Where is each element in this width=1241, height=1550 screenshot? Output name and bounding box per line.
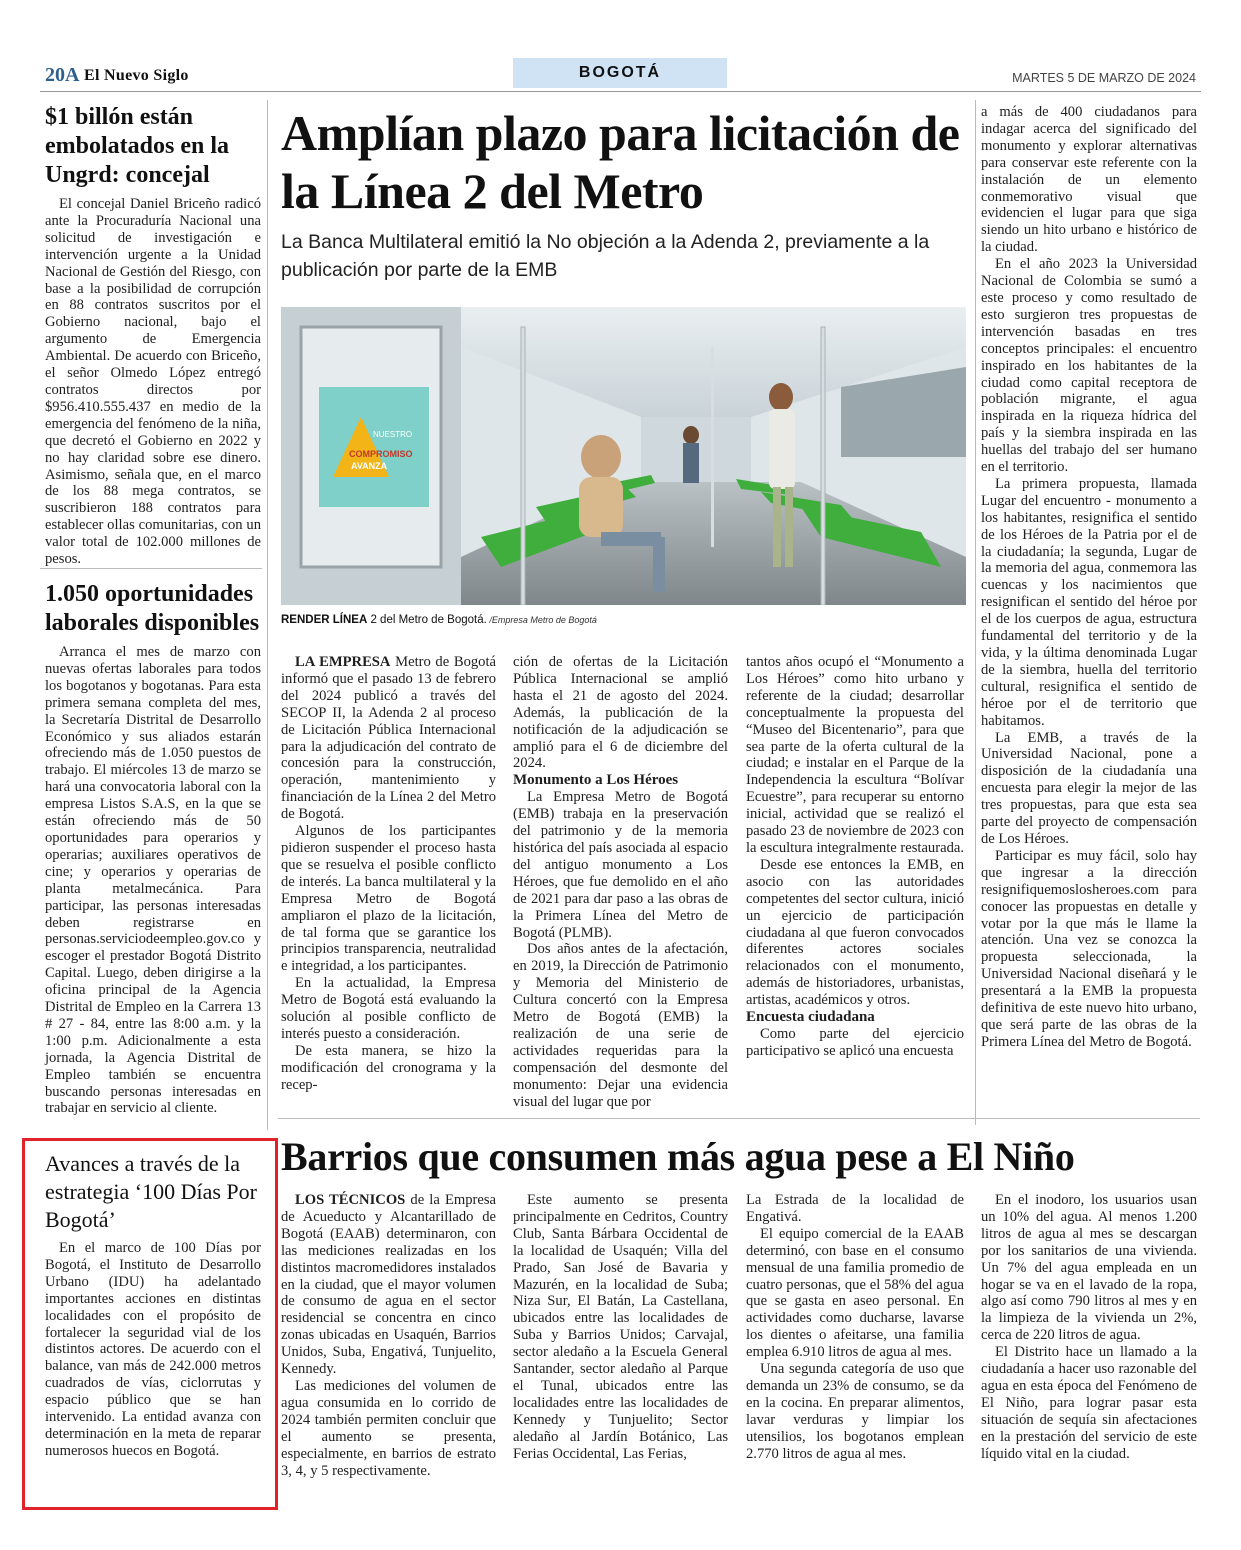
sidebar-divider bbox=[40, 568, 262, 569]
newspaper-logo: El Nuevo Siglo bbox=[84, 67, 189, 84]
water-column-2 bbox=[513, 1192, 728, 1463]
page-number: 20A bbox=[45, 64, 80, 86]
paragraph: Una segunda categoría de uso que demanda un 23% de consumo, se da en la cocina. En preparar alimentos, lavar verduras y limpiar los utensilios, los bogotanos emplean 2.770 litros de agua al mes. bbox=[746, 1361, 964, 1462]
paragraph: ción de ofertas de la Licitación Pública Internacional se amplió hasta el 21 de agosto del 2024. Además, la publicación de la notificación de la adjudicación se amplió para el 6 de diciembre del 2024. bbox=[513, 654, 728, 772]
paragraph: Participar es muy fácil, solo hay que ingresar a la dirección resignifiquemoslosheroes.com para conocer las propuestas en detalle y votar por la que más le llame la atención. Una vez se conozca la propuesta seleccionada, la Universidad Nacional diseñará y le presentará a la EMB la propuesta definitiva de este nuevo hito urbano, que será parte de las obras de la Primera Línea del Metro de Bogotá. bbox=[981, 847, 1197, 1050]
lead-in: LOS TÉCNICOS bbox=[295, 1192, 406, 1208]
sidebar-headline: 1.050 oportunidades laborales disponibles bbox=[45, 581, 260, 636]
main-column-4 bbox=[981, 104, 1197, 1051]
paragraph: El equipo comercial de la EAAB determinó, con base en el consumo mensual de una familia promedio de cuatro personas, que el 58% del agua que se gasta en aseo personal. En actividades como ducharse, lavarse los dientes o afeitarse, una familia emplea 6.910 litros de agua al mes. bbox=[746, 1225, 964, 1361]
paragraph: Este aumento se presenta principalmente en Cedritos, Country Club, Santa Bárbara Occidental de la localidad de Usaquén; Villa del Prado, San José de Bavaria y Mazurén, en la localidad de Suba; Niza Sur, El Batán, La Castellana, ubicados entre las localidades de Suba y Barrios Unidos; Carvajal, sector aledaño a la Escuela General Santander, sector aledaño al Parque el Tunal, ubicados entre las localidades entre las localidades de Kennedy y Tunjuelito; Sector aledaño al Jardín Botánico, Las Ferias Occidental, Las Ferias, bbox=[513, 1192, 728, 1462]
main-article-header bbox=[281, 104, 971, 284]
paragraph: Dos años antes de la afectación, en 2019, la Dirección de Patrimonio y Memoria del Ministerio de Cultura concertó con la Empresa Metro de Bogotá (EMB) la realización de una serie de actividades requeridas para la compensación del desmonte del monumento: Dejar una evidencia visual del lugar que por bbox=[513, 941, 728, 1110]
header-rule bbox=[40, 91, 1201, 92]
sidebar-headline: Avances a través de la estrategia ‘100 Días Por Bogotá’ bbox=[45, 1151, 257, 1232]
paragraph: Como parte del ejercicio participativo se aplicó una encuesta bbox=[746, 1025, 964, 1059]
paragraph: En el año 2023 la Universidad Nacional de Colombia se sumó a este proceso y como resultado de esto surgieron tres propuestas de intervención basadas en tres conceptos principales: el encuentro inspirado en los habitantes de la ciudad como capital receptora de población migrante, el agua inspirada en la riqueza hídrica del país y la siembra inspirada en las huellas del trabajo del ser humano en el territorio. bbox=[981, 256, 1197, 476]
column-divider bbox=[975, 100, 976, 1125]
paragraph: de la Empresa de Acueducto y Alcantarillado de Bogotá (EAAB) determinaron, con las mediciones realizadas en los distintos macromedidores instalados en la ciudad, que el mayor volumen de consumo de agua en el sector residencial se concentra en cinco zonas ubicadas en Usaquén, Barrios Unidos, Suba, Engativá, Tunjuelito, Kennedy. bbox=[281, 1192, 496, 1378]
paragraph: En la actualidad, la Empresa Metro de Bogotá está evaluando la solución al posible conflicto de interés puesto a consideración. bbox=[281, 975, 496, 1042]
subheading: Monumento a Los Héroes bbox=[513, 772, 679, 789]
paragraph: De esta manera, se hizo la modificación del cronograma y la recep- bbox=[281, 1042, 496, 1093]
photo-sign-text: COMPROMISO bbox=[349, 449, 413, 459]
column-divider bbox=[267, 100, 268, 1130]
photo-caption bbox=[281, 614, 971, 626]
paragraph: La Empresa Metro de Bogotá (EMB) trabaja en la preservación del patrimonio y de la memoria histórica del país asociada al espacio del antiguo monumento a Los Héroes, que fue demolido en el año de 2021 para dar paso a las obras de la Primera Línea del Metro de Bogotá (PLMB). bbox=[513, 789, 728, 941]
main-deck: La Banca Multilateral emitió la No objeción a la Adenda 2, previamente a la publicación por parte de la EMB bbox=[281, 231, 930, 281]
paragraph: En el inodoro, los usuarios usan un 10% del agua. Al menos 1.200 litros de agua al mes se descargan por los sanitarios de una vivienda. Un 7% del agua empleada en un hogar se va en el lavado de la ropa, algo así como 790 litros al mes y en la limpieza de la vivienda un 2%, cerca de 220 litros de agua. bbox=[981, 1192, 1197, 1344]
photo-sign-text: AVANZA bbox=[351, 461, 388, 471]
main-column-3 bbox=[746, 654, 964, 1060]
water-column-3 bbox=[746, 1192, 964, 1463]
water-column-4 bbox=[981, 1192, 1197, 1463]
paragraph: Desde ese entonces la EMB, en asocio con las autoridades competentes del sector cultura, inició un ejercicio de participación ciudadana al que fueron convocados diferentes actores sociales relacionados con el monumento, además de historiadores, urbanistas, artistas, académicos y otros. bbox=[746, 856, 964, 1009]
paragraph: La Estrada de la localidad de Engativá. bbox=[746, 1192, 964, 1225]
edition-date: MARTES 5 DE MARZO DE 2024 bbox=[1012, 71, 1196, 85]
section-label: BOGOTÁ bbox=[513, 58, 727, 88]
water-headline: Barrios que consumen más agua pese a El Niño bbox=[281, 1134, 1075, 1179]
water-column-1 bbox=[281, 1192, 496, 1479]
sidebar-article-empleo bbox=[45, 580, 261, 1117]
lead-in: LA EMPRESA bbox=[295, 654, 391, 670]
main-headline: Amplían plazo para licitación de la Línea 2 del Metro bbox=[281, 105, 960, 219]
paragraph: Las mediciones del volumen de agua consumida en lo corrido de 2024 también permiten concluir que el aumento se presenta, especialmente, en barrios de estrato 3, 4, y 5 respectivamente. bbox=[281, 1377, 496, 1479]
photo-sign-text: NUESTRO bbox=[373, 430, 413, 439]
caption-text: 2 del Metro de Bogotá. bbox=[367, 614, 487, 626]
photo-credit: /Empresa Metro de Bogotá bbox=[486, 615, 597, 625]
metro-render-photo bbox=[281, 307, 966, 605]
sidebar-article-idu bbox=[45, 1150, 261, 1460]
sidebar-article-ungrd bbox=[45, 103, 261, 568]
paragraph: El Distrito hace un llamado a la ciudadanía a hacer uso razonable del agua en esta época del Fenómeno de El Niño, para lograr pasar esta situación de sequía sin afectaciones en la prestación del servicio de este líquido vital en la ciudad. bbox=[981, 1344, 1197, 1462]
sidebar-headline: $1 billón están embolatados en la Ungrd: concejal bbox=[45, 104, 230, 188]
paragraph: tantos años ocupó el “Monumento a Los Héroes” como hito urbano y referente de la ciudad; desarrollar conceptualmente la propuesta del “Museo del Bicentenario”, para que sea parte de la oferta cultural de la ciudad; e instalar en el Parque de la Independencia la escultura “Bolívar Ecuestre”, para recuperar su entorno inicial, actividad que se realizó el pasado 23 de noviembre de 2023 con la escultura integralmente restaurada. bbox=[746, 654, 964, 856]
subheading: Encuesta ciudadana bbox=[746, 1009, 875, 1026]
paragraph: a más de 400 ciudadanos para indagar acerca del significado del monumento y explorar alternativas para conservar este referente con la instalación de un elemento conmemorativo visual que evidencien el lugar para que siga siendo un hito urbano e histórico de la ciudad. bbox=[981, 104, 1197, 256]
main-column-1 bbox=[281, 654, 496, 1094]
caption-lead: RENDER LÍNEA bbox=[281, 614, 368, 626]
section-divider bbox=[278, 1118, 1200, 1119]
sidebar-paragraph: Arranca el mes de marzo con nuevas ofertas laborales para todos los bogotanos y bogotanas. Para esta primera semana completa del mes, la Secretaría Distrital de Desarrollo Económico y sus aliados estarán ofreciendo más de 1.050 puestos de trabajo. El miércoles 13 de marzo se hará una convocatoria laboral con la empresa Listos S.A.S, en la que se están ofreciendo más de 50 oportunidades para operarios y operarias; auxiliares operativos de cine; y operarios y operarias de planta metalmecánica. Para participar, las personas interesadas deben registrarse en personas.serviciodeempleo.gov.co y escoger el prestador Bogotá Distrito Capital. Luego, deben dirigirse a la oficina principal de la Agencia Distrital de Empleo en la Carrera 13 # 27 - 84, entre las 8:00 a.m. y la 1:00 p.m. Adicionalmente a esta jornada, la Agencia Distrital de Empleo también se encuentra buscando personas interesadas en trabajar en servicio al cliente. bbox=[45, 644, 261, 1117]
sidebar-paragraph: En el marco de 100 Días por Bogotá, el Instituto de Desarrollo Urbano (IDU) ha adelantado importantes acciones en distintas localidades con el propósito de fortalecer la seguridad vial de los distintos actores. De acuerdo con el balance, van más de 242.000 metros cuadrados de vías, ciclorrutas y espacio público que se han intervenido. La entidad avanza con determinación en la meta de reparar numerosos huecos en Bogotá. bbox=[45, 1240, 261, 1459]
paragraph: Algunos de los participantes pidieron suspender el proceso hasta que se resuelva el posible conflicto de interés. La banca multilateral y la Empresa Metro de Bogotá ampliaron el plazo de la licitación, de tal forma que se garantice los principios transparencia, neutralidad e integridad, a los participantes. bbox=[281, 823, 496, 975]
paragraph: Metro de Bogotá informó que el pasado 13 de febrero del 2024 publicó a través del SECOP II, la Adenda 2 al proceso de Licitación Pública Internacional para la adjudicación del contrato de concesión para la construcción, operación, mantenimiento y financiación de la Línea 2 del Metro de Bogotá. bbox=[281, 654, 496, 823]
paragraph: La EMB, a través de la Universidad Nacional, pone a disposición de la ciudadanía una encuesta para elegir la mejor de las tres propuestas, para que esta sea parte del proyecto de compensación de Los Héroes. bbox=[981, 729, 1197, 847]
main-column-2 bbox=[513, 654, 728, 1110]
paragraph: La primera propuesta, llamada Lugar del encuentro - monumento a los habitantes, resignifica el sentido de los Héroes de la Patria por el de la ciudadanía; la segunda, Lugar de la memoria del agua, conmemora las cuencas y los nacimientos que resignifican el sentido del héroe por el de los cuerpos de agua, estructura fundamental del territorio y de la vida, y la última denominada Lugar de la siembra, huella del territorio cultural, resignifica el sentido de héroe por el de territorio que habitamos. bbox=[981, 475, 1197, 729]
sidebar-paragraph: El concejal Daniel Briceño radicó ante la Procuraduría Nacional una solicitud de investigación e intervención urgente a la Unidad Nacional de Gestión del Riesgo, con base a la posibilidad de corrupción en 88 contratos suscritos por el Gobierno nacional, bajo el argumento de Emergencia Ambiental. De acuerdo con Briceño, el señor Olmedo López entregó contratos directos por $956.410.555.437 en medio de la emergencia del fenómeno de la niña, que decretó el Gobierno en 2022 y no hay claridad sobre ese dinero. Asimismo, señala que, en el marco de los 88 mega contratos, se suscribieron 188 contratos para establecer ollas comunitarias, con un valor total de 102.000 millones de pesos. bbox=[45, 196, 261, 568]
metro-interior-illustration bbox=[281, 307, 966, 605]
